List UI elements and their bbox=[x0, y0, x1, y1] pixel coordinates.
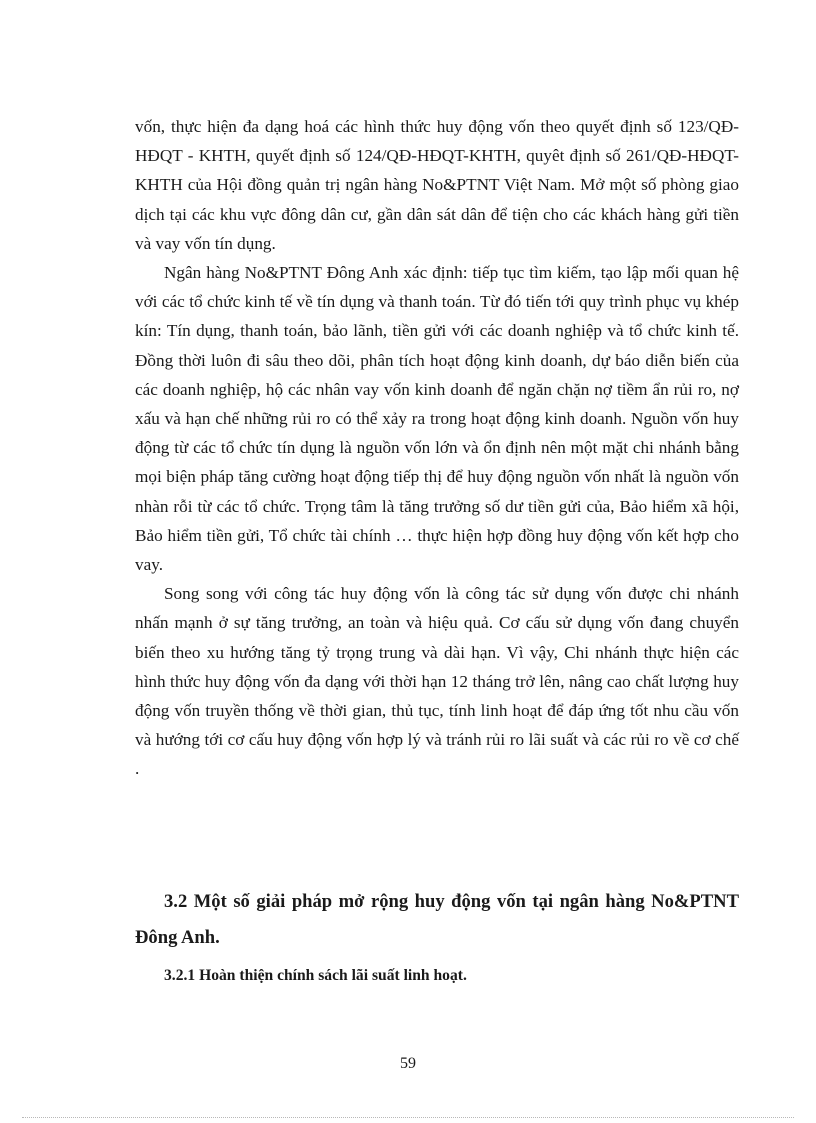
page-number: 59 bbox=[400, 1055, 416, 1072]
paragraph-1: vốn, thực hiện đa dạng hoá các hình thức huy động vốn theo quyết định số 123/QĐ-HĐQT - KHTH, quyết định số 124/QĐ-HĐQT-KHTH, quyêt định số 261/QĐ-HĐQT-KHTH của Hội đồng quản trị ngân hàng No&PTNT Việt Nam. Mở một số phòng giao dịch tại các khu vực đông dân cư, gần dân sát dân để tiện cho các khách hàng gửi tiền và vay vốn tín dụng. bbox=[135, 117, 739, 253]
paragraph-3: Song song với công tác huy động vốn là công tác sử dụng vốn được chi nhánh nhấn mạnh ở sự tăng trưởng, an toàn và hiệu quả. Cơ cấu sử dụng vốn đang chuyển biến theo xu hướng tăng tỷ trọng trung và dài hạn. Vì vậy, Chi nhánh thực hiện các hình thức huy động vốn đa dạng với thời hạn 12 tháng trở lên, nâng cao chất lượng huy động vốn truyền thống về thời gian, thủ tục, tính linh hoạt để đáp ứng tốt nhu cầu vốn và hướng tới cơ cấu huy động vốn hợp lý và tránh rủi ro lãi suất và các rủi ro về cơ chế . bbox=[135, 584, 739, 779]
section-heading: 3.2 Một số giải pháp mở rộng huy động vốn tại ngân hàng No&PTNT Đông Anh. bbox=[135, 891, 739, 948]
paragraph-2: Ngân hàng No&PTNT Đông Anh xác định: tiếp tục tìm kiếm, tạo lập mối quan hệ với các tổ chức kinh tế về tín dụng và thanh toán. Từ đó tiến tới quy trình phục vụ khép kín: Tín dụng, thanh toán, bảo lãnh, tiền gửi với các doanh nghiệp và tổ chức kinh tế. Đồng thời luôn đi sâu theo dõi, phân tích hoạt động kinh doanh, dự báo diễn biến của các doanh nghiệp, hộ các nhân vay vốn kinh doanh để ngăn chặn nợ tiềm ẩn rủi ro, nợ xấu và hạn chế những rủi ro có thể xảy ra trong hoạt động kinh doanh. Nguồn vốn huy động từ các tổ chức tín dụng là nguồn vốn lớn và ổn định nên một mặt chi nhánh bằng mọi biện pháp tăng cường hoạt động tiếp thị để huy động nguồn vốn nhất là nguồn vốn nhàn rỗi từ các tổ chức. Trọng tâm là tăng trưởng số dư tiền gửi của, Bảo hiểm xã hội, Bảo hiểm tiền gửi, Tổ chức tài chính … thực hiện hợp đồng huy động vốn kết hợp cho vay. bbox=[135, 263, 739, 575]
page-bottom-border bbox=[22, 1117, 794, 1118]
subsection-heading: 3.2.1 Hoàn thiện chính sách lãi suất linh hoạt. bbox=[164, 967, 467, 984]
body-text bbox=[135, 112, 739, 784]
